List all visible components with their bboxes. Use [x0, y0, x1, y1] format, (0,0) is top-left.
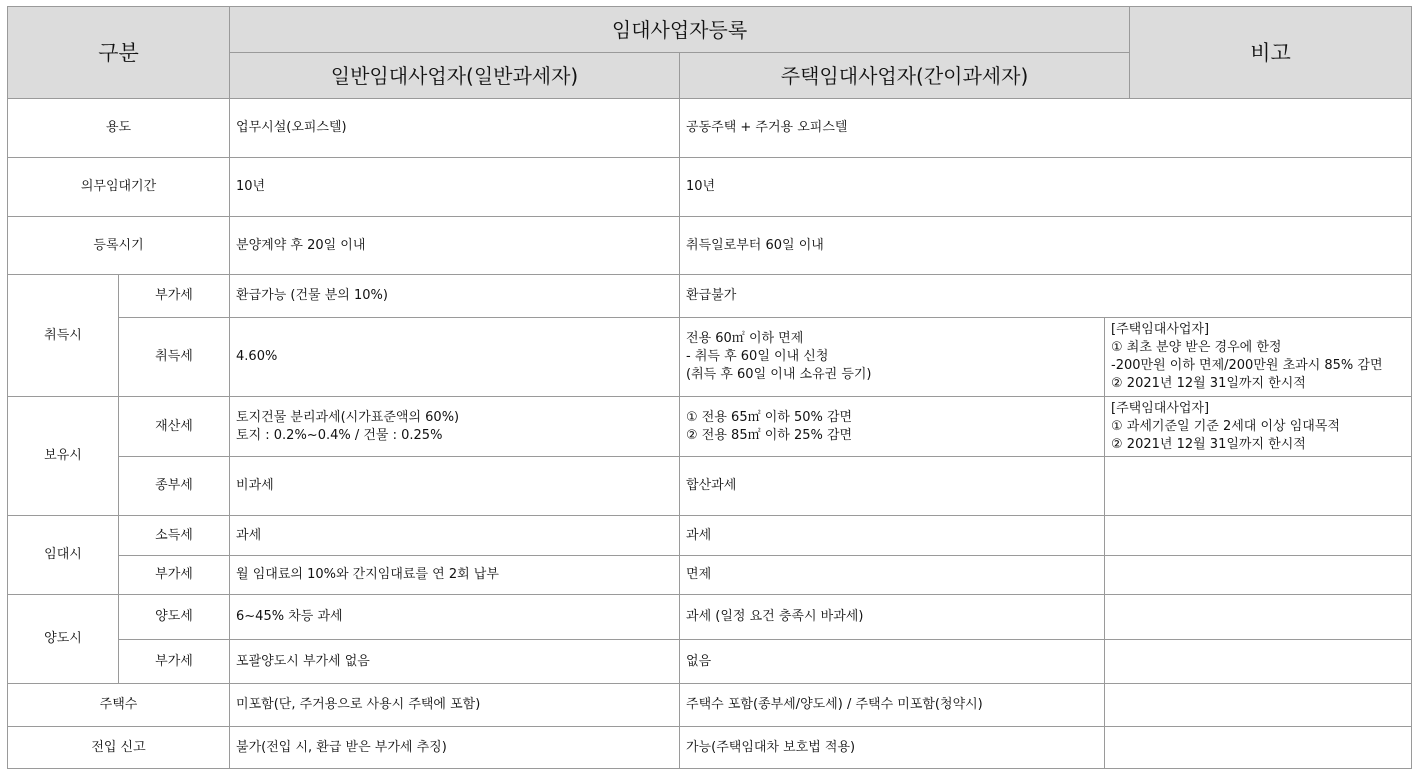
house-count-label: 주택수: [8, 684, 230, 727]
row-leasing-income-tax: [8, 516, 1412, 556]
group-leasing-label: 임대시: [8, 516, 119, 595]
transfer-tax-general: 6~45% 차등 과세: [230, 595, 680, 640]
income-tax-housing: 과세: [680, 516, 1105, 556]
rental-business-comparison-table: [7, 6, 1412, 769]
transfer-vat-general: 포괄양도시 부가세 없음: [230, 640, 680, 684]
income-tax-label: 소득세: [119, 516, 230, 556]
row-acquisition-tax: [8, 318, 1412, 397]
comprehensive-tax-label: 종부세: [119, 457, 230, 516]
row-transfer-tax: [8, 595, 1412, 640]
header-row-1: [8, 7, 1412, 53]
leasing-vat-label: 부가세: [119, 556, 230, 595]
acquisition-tax-housing: 전용 60㎡ 이하 면제 - 취득 후 60일 이내 신청 (취득 후 60일 이내 소유권 등기): [680, 318, 1105, 397]
row-registration-label: 등록시기: [8, 217, 230, 275]
transfer-tax-housing: 과세 (일정 요건 충족시 바과세): [680, 595, 1105, 640]
row-registration: [8, 217, 1412, 275]
period-general: 10년: [230, 158, 680, 217]
row-holding-property-tax: [8, 397, 1412, 457]
acquisition-vat-label: 부가세: [119, 275, 230, 318]
property-tax-general: 토지건물 분리과세(시가표준액의 60%) 토지 : 0.2%~0.4% / 건물 : 0.25%: [230, 397, 680, 457]
move-in-general: 불가(전입 시, 환급 받은 부가세 추징): [230, 727, 680, 769]
comprehensive-tax-general: 비과세: [230, 457, 680, 516]
row-usage-label: 용도: [8, 99, 230, 158]
transfer-tax-remark: [1105, 595, 1412, 640]
acquisition-vat-housing: 환급불가: [680, 275, 1412, 318]
property-tax-housing: ① 전용 65㎡ 이하 50% 감면 ② 전용 85㎡ 이하 25% 감면: [680, 397, 1105, 457]
acquisition-tax-label: 취득세: [119, 318, 230, 397]
property-tax-label: 재산세: [119, 397, 230, 457]
header-rental-registration: 임대사업자등록: [230, 7, 1130, 53]
acquisition-vat-general: 환급가능 (건물 분의 10%): [230, 275, 680, 318]
usage-housing: 공동주택 + 주거용 오피스텔: [680, 99, 1412, 158]
registration-housing: 취득일로부터 60일 이내: [680, 217, 1412, 275]
move-in-housing: 가능(주택임대차 보호법 적용): [680, 727, 1105, 769]
acquisition-tax-general: 4.60%: [230, 318, 680, 397]
row-house-count: [8, 684, 1412, 727]
leasing-vat-remark: [1105, 556, 1412, 595]
leasing-vat-housing: 면제: [680, 556, 1105, 595]
row-transfer-vat: [8, 640, 1412, 684]
group-holding-label: 보유시: [8, 397, 119, 516]
header-remarks: 비고: [1130, 7, 1412, 99]
house-count-general: 미포함(단, 주거용으로 사용시 주택에 포함): [230, 684, 680, 727]
income-tax-remark: [1105, 516, 1412, 556]
transfer-vat-remark: [1105, 640, 1412, 684]
acquisition-tax-remark: [주택임대사업자] ① 최초 분양 받은 경우에 한정 -200만원 이하 면제/200만원 초과시 85% 감면 ② 2021년 12월 31일까지 한시적: [1105, 318, 1412, 397]
usage-general: 업무시설(오피스텔): [230, 99, 680, 158]
header-general-business: 일반임대사업자(일반과세자): [230, 53, 680, 99]
period-housing: 10년: [680, 158, 1412, 217]
comprehensive-tax-remark: [1105, 457, 1412, 516]
property-tax-remark: [주택임대사업자] ① 과세기준일 기준 2세대 이상 임대목적 ② 2021년 12월 31일까지 한시적: [1105, 397, 1412, 457]
move-in-label: 전입 신고: [8, 727, 230, 769]
registration-general: 분양계약 후 20일 이내: [230, 217, 680, 275]
row-holding-comprehensive-tax: [8, 457, 1412, 516]
row-leasing-vat: [8, 556, 1412, 595]
group-acquisition-label: 취득시: [8, 275, 119, 397]
group-transfer-label: 양도시: [8, 595, 119, 684]
transfer-tax-label: 양도세: [119, 595, 230, 640]
header-housing-business: 주택임대사업자(간이과세자): [680, 53, 1130, 99]
row-acquisition-vat: [8, 275, 1412, 318]
header-category: 구분: [8, 7, 230, 99]
comprehensive-tax-housing: 합산과세: [680, 457, 1105, 516]
leasing-vat-general: 월 임대료의 10%와 간지임대료를 연 2회 납부: [230, 556, 680, 595]
transfer-vat-housing: 없음: [680, 640, 1105, 684]
house-count-remark: [1105, 684, 1412, 727]
transfer-vat-label: 부가세: [119, 640, 230, 684]
row-usage: [8, 99, 1412, 158]
row-move-in: [8, 727, 1412, 769]
move-in-remark: [1105, 727, 1412, 769]
row-period-label: 의무임대기간: [8, 158, 230, 217]
house-count-housing: 주택수 포함(종부세/양도세) / 주택수 미포함(청약시): [680, 684, 1105, 727]
row-period: [8, 158, 1412, 217]
income-tax-general: 과세: [230, 516, 680, 556]
